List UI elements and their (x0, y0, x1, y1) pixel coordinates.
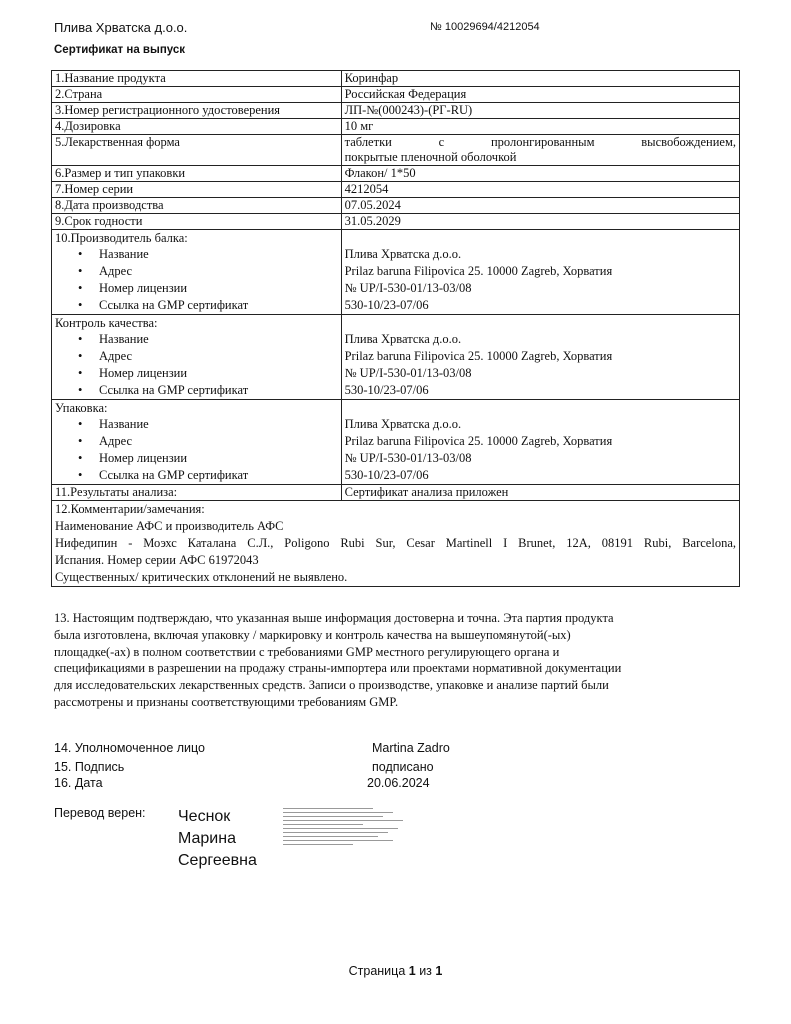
company-name: Плива Хрватска д.о.о. (54, 20, 188, 35)
statement-line: площадке(-ах) в полном соответствии с требованиями GMP местного регулирующего органа и (54, 644, 560, 659)
table-row (52, 198, 740, 214)
packaging-section (52, 400, 342, 485)
table-row (52, 87, 740, 103)
quality-control-values (341, 315, 739, 400)
org-license: № UP/I-530-01/13-03/08 (344, 366, 472, 380)
table-row (52, 315, 740, 400)
list-item: • Адрес (55, 263, 338, 280)
signature-label: 15. Подпись (54, 760, 125, 774)
dosage-value: 10 мг (341, 119, 739, 135)
org-license: № UP/I-530-01/13-03/08 (344, 281, 472, 295)
table-row (52, 135, 740, 166)
comment-line-4: Существенных/ критических отклонений не выявлено. (55, 570, 348, 584)
authorized-person-label: 14. Уполномоченное лицо (54, 741, 205, 755)
document-subtitle: Сертификат на выпуск (54, 44, 186, 56)
translator-surname: Чеснок (178, 808, 231, 825)
country-label: 2.Страна (52, 87, 342, 103)
batch-value: 4212054 (341, 182, 739, 198)
list-item: • Номер лицензии (55, 280, 338, 297)
dosage-form-value (341, 135, 739, 166)
list-item: • Ссылка на GMP сертификат (55, 467, 338, 484)
date-label: 16. Дата (54, 776, 103, 790)
expiry-value: 31.05.2029 (341, 214, 739, 230)
org-gmp: 530-10/23-07/06 (344, 298, 429, 312)
dosage-form-label: 5.Лекарственная форма (52, 135, 342, 166)
table-row (52, 71, 740, 87)
quality-control-title: Контроль качества: (55, 316, 158, 330)
list-item: • Название (55, 246, 338, 263)
translator-label: Перевод верен: (54, 806, 146, 820)
statement-line: 13. Настоящим подтверждаю, что указанная выше информация достоверна и точна. Эта партия продукта (54, 611, 614, 625)
org-name: Плива Хрватска д.о.о. (344, 332, 462, 346)
dosage-label: 4.Дозировка (52, 119, 342, 135)
org-gmp: 530-10/23-07/06 (344, 383, 429, 397)
bulk-manufacturer-title: 10.Производитель балка: (55, 231, 188, 245)
bulk-manufacturer-section (52, 230, 342, 315)
statement-line: для исследовательских лекарственных средств. Записи о производстве, упаковке и анализе партий были (54, 678, 609, 693)
org-name: Плива Хрватска д.о.о. (344, 417, 462, 431)
table-row (52, 485, 740, 501)
table-row (52, 501, 740, 587)
confirmation-statement (54, 610, 688, 711)
statement-line: спецификациями в разрешении на продажу страны-импортера или проектами нормативной документации (54, 661, 622, 676)
package-label: 6.Размер и тип упаковки (52, 166, 342, 182)
page-footer (0, 964, 791, 978)
table-row (52, 182, 740, 198)
analysis-results-label: 11.Результаты анализа: (52, 485, 342, 501)
org-address: Prilaz baruna Filipovica 25. 10000 Zagreb, Хорватия (344, 349, 613, 363)
statement-line: рассмотрены и признаны соответствующими требованиям GMP. (54, 694, 399, 709)
expiry-label: 9.Срок годности (52, 214, 342, 230)
certificate-table (51, 70, 740, 587)
table-row (52, 166, 740, 182)
translator-name (178, 806, 257, 872)
comments-cell (52, 501, 740, 587)
product-value: Коринфар (341, 71, 739, 87)
org-name: Плива Хрватска д.о.о. (344, 247, 462, 261)
list-item: • Название (55, 416, 338, 433)
date-value: 20.06.2024 (367, 776, 430, 790)
registration-label: 3.Номер регистрационного удостоверения (52, 103, 342, 119)
table-row (52, 230, 740, 315)
table-row (52, 103, 740, 119)
package-value: Флакон/ 1*50 (341, 166, 739, 182)
list-item: • Адрес (55, 348, 338, 365)
manufacture-date-value: 07.05.2024 (341, 198, 739, 214)
signature-value: подписано (372, 760, 434, 774)
page-number: 1 (408, 964, 416, 978)
org-address: Prilaz baruna Filipovica 25. 10000 Zagreb, Хорватия (344, 434, 613, 448)
translator-first-name: Марина (178, 830, 236, 847)
batch-label: 7.Номер серии (52, 182, 342, 198)
comment-line-1: Наименование АФС и производитель АФС (55, 519, 284, 533)
digital-signature-stamp (283, 806, 413, 848)
document-number: № 10029694/4212054 (430, 21, 540, 33)
list-item: • Номер лицензии (55, 450, 338, 467)
statement-line: была изготовлена, включая упаковку / маркировку и контроль качества на вышеупомянутой(-ых) (54, 627, 571, 642)
dosage-form-line-1: таблетки с пролонгированным высвобождением, (344, 135, 736, 149)
table-row (52, 400, 740, 485)
org-address: Prilaz baruna Filipovica 25. 10000 Zagreb, Хорватия (344, 264, 613, 278)
authorized-person-value: Martina Zadro (372, 741, 450, 755)
packaging-values (341, 400, 739, 485)
comments-title: 12.Комментарии/замечания: (55, 502, 205, 516)
list-item: • Название (55, 331, 338, 348)
table-row (52, 119, 740, 135)
page-of-word: из (419, 964, 432, 978)
list-item: • Ссылка на GMP сертификат (55, 297, 338, 314)
bulk-manufacturer-values (341, 230, 739, 315)
dosage-form-line-2: покрытые пленочной оболочкой (344, 150, 517, 164)
page-total: 1 (435, 964, 443, 978)
page-word: Страница (348, 964, 406, 978)
country-value: Российская Федерация (341, 87, 739, 103)
org-license: № UP/I-530-01/13-03/08 (344, 451, 472, 465)
comment-line-2: Нифедипин - Моэхс Каталана С.Л., Poligono Rubi Sur, Cesar Martinell I Brunet, 12A, 08191 Rubi, Barcelona, (55, 536, 736, 550)
table-row (52, 214, 740, 230)
product-label: 1.Название продукта (52, 71, 342, 87)
comment-line-3: Испания. Номер серии АФС 61972043 (55, 553, 259, 567)
quality-control-section (52, 315, 342, 400)
list-item: • Номер лицензии (55, 365, 338, 382)
manufacture-date-label: 8.Дата производства (52, 198, 342, 214)
list-item: • Адрес (55, 433, 338, 450)
list-item: • Ссылка на GMP сертификат (55, 382, 338, 399)
analysis-results-value: Сертификат анализа приложен (341, 485, 739, 501)
packaging-title: Упаковка: (55, 401, 108, 415)
translator-patronymic: Сергеевна (178, 852, 257, 869)
registration-value: ЛП-№(000243)-(РГ-RU) (341, 103, 739, 119)
org-gmp: 530-10/23-07/06 (344, 468, 429, 482)
